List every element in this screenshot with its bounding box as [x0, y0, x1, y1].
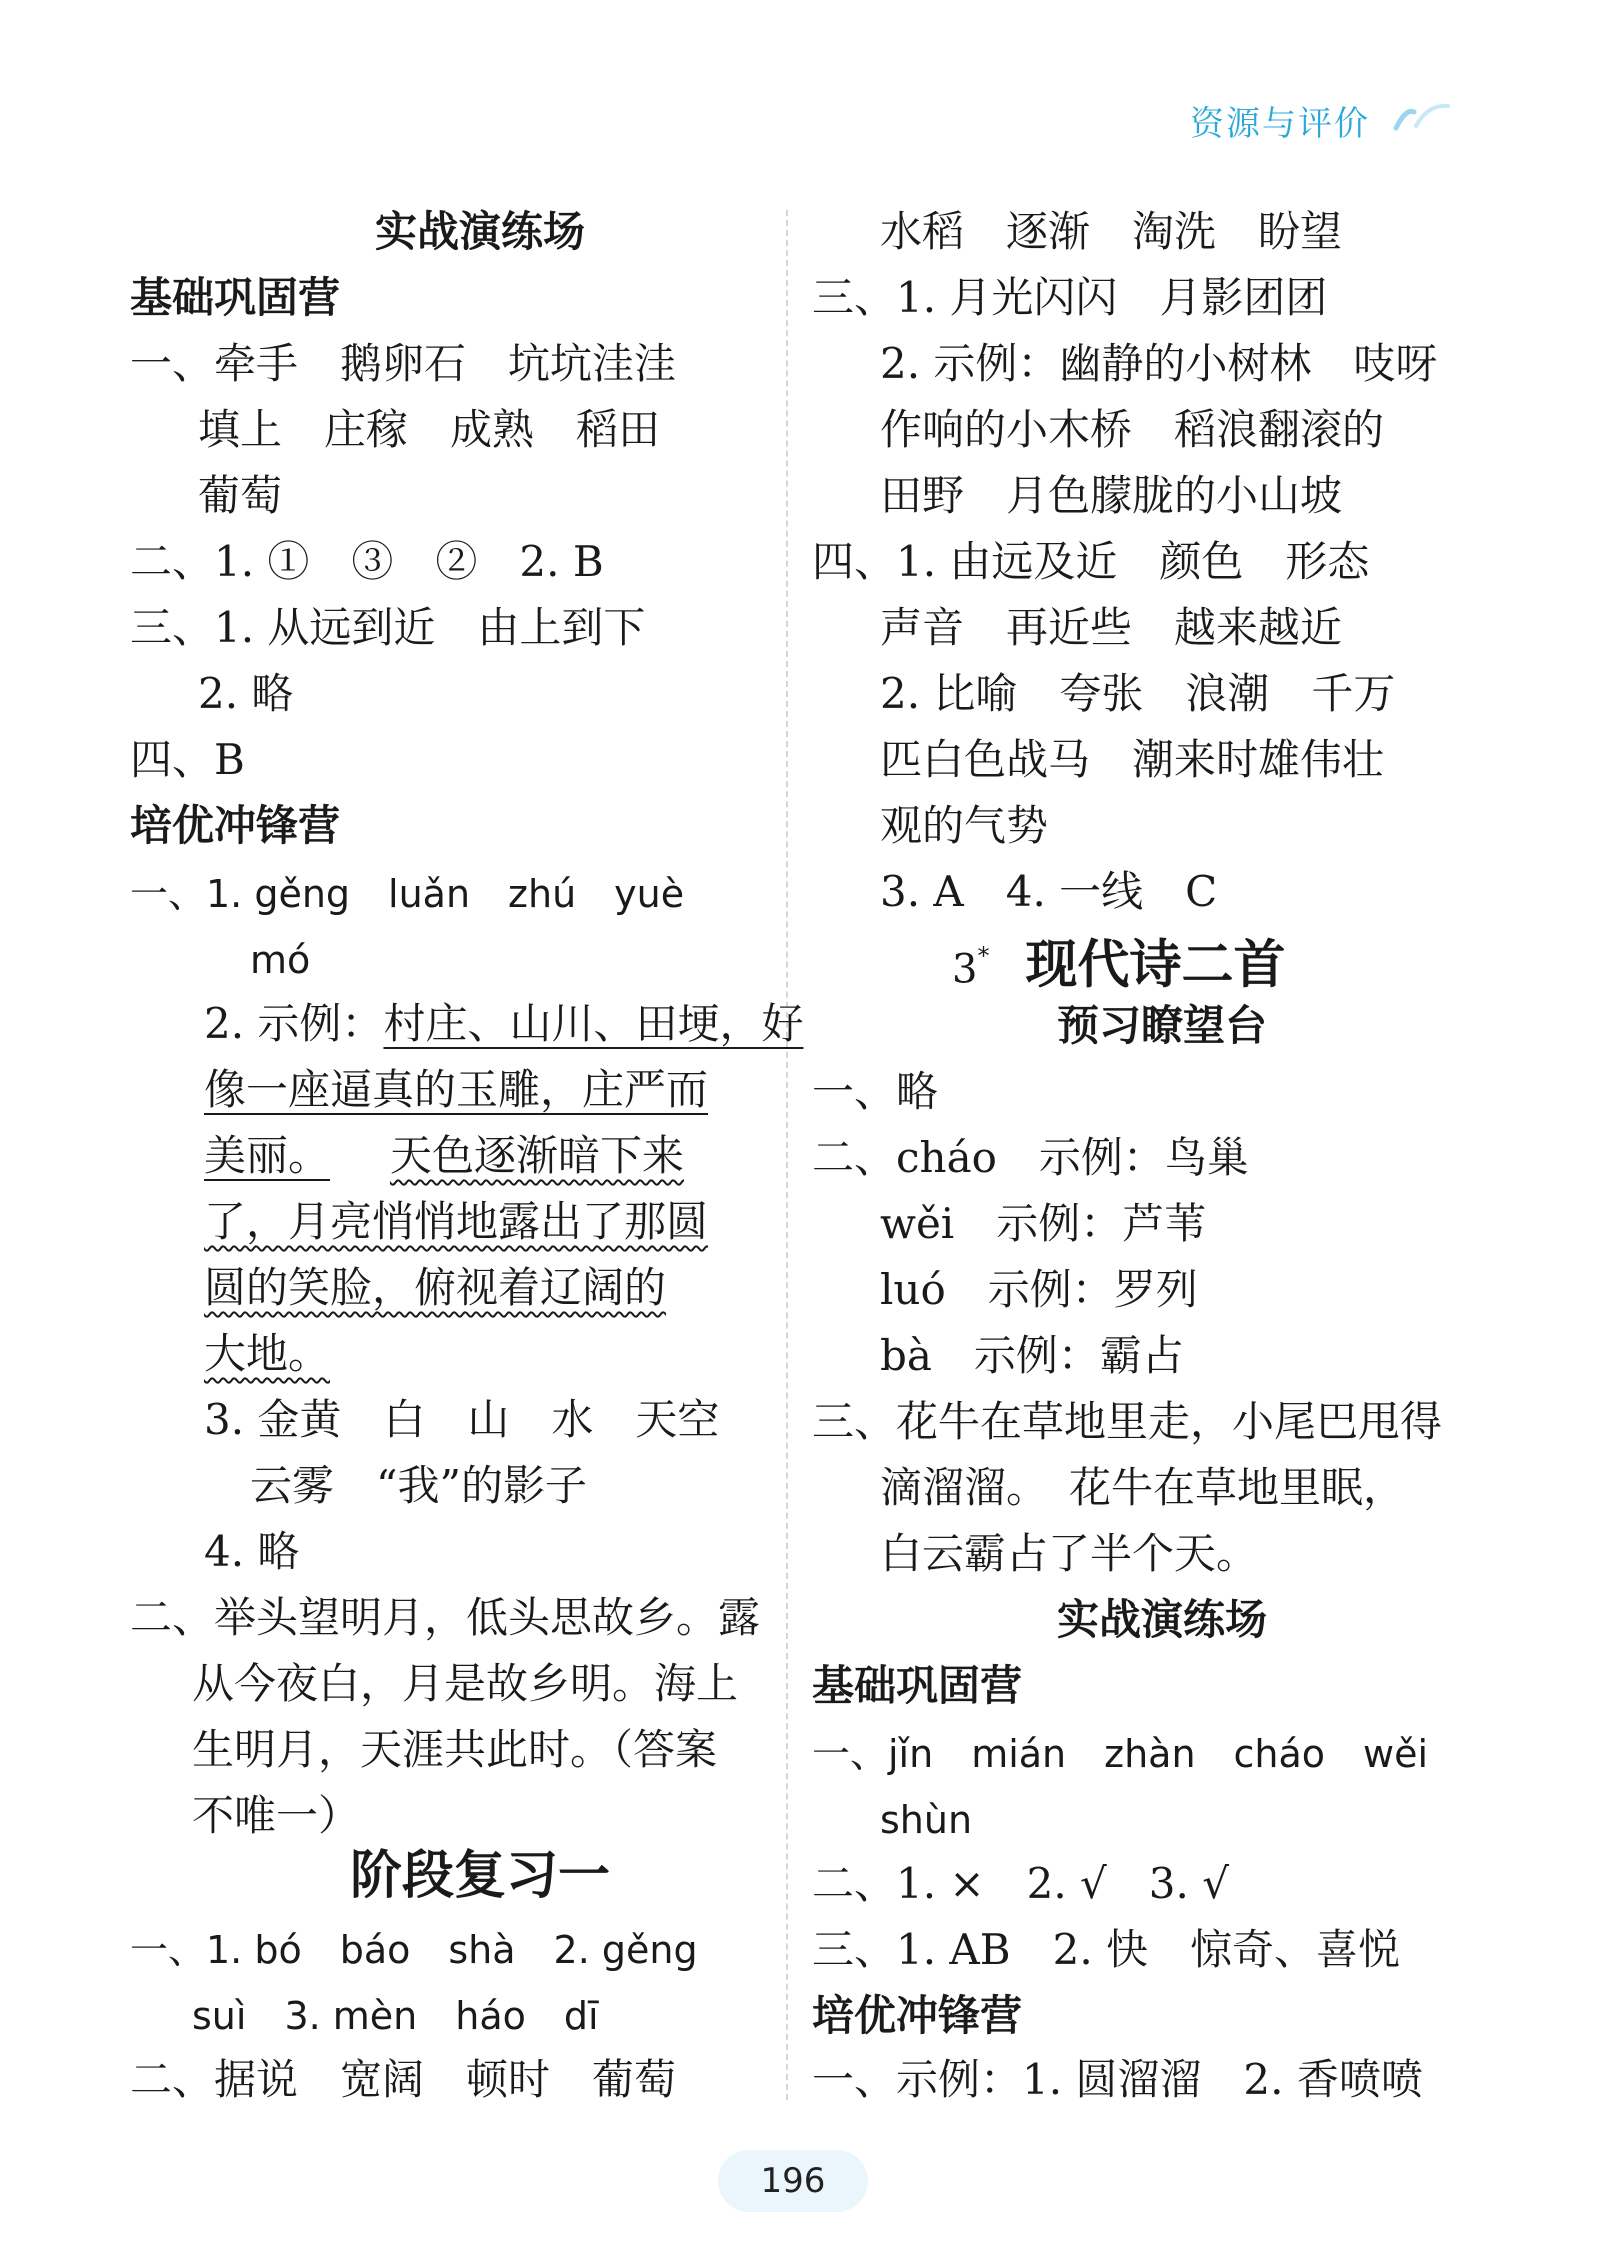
answer-line: 二、1. × 2. √ 3. √	[812, 1859, 1229, 1908]
answer-line: 葡萄	[198, 471, 283, 520]
subsection-heading: 培优冲锋营	[130, 801, 341, 850]
answer-line: 白云霸占了半个天。	[880, 1529, 1259, 1578]
answer-line: 三、1. 从远到近 由上到下	[130, 603, 646, 652]
page-number-badge	[718, 2150, 868, 2212]
subsection-heading: 基础巩固营	[130, 273, 341, 322]
subsection-heading: 培优冲锋营	[812, 1991, 1023, 2040]
underlined-answer: 像一座逼真的玉雕，庄严而	[204, 1065, 709, 1114]
answer-line: 3. A 4. 一线 C	[880, 867, 1218, 916]
answer-line: 滴溜溜。 花牛在草地里眠，	[880, 1463, 1406, 1512]
section-heading: 实战演练场	[1056, 1595, 1267, 1644]
lesson-number: 3	[952, 946, 978, 993]
answer-line: 四、B	[130, 735, 245, 784]
wavy-underlined-answer: 圆的笑脸，俯视着辽阔的	[204, 1263, 667, 1312]
section-heading: 预习瞭望台	[1056, 1001, 1267, 1050]
answer-line: 二、举头望明月，低头思故乡。露	[130, 1593, 761, 1642]
answer-line: 观的气势	[880, 801, 1049, 850]
answer-line: 2. 比喻 夸张 浪潮 千万	[880, 669, 1396, 718]
answer-line: 声音 再近些 越来越近	[880, 603, 1343, 652]
page-number: 196	[760, 2161, 826, 2201]
answer-line: 一、1. bó báo shà 2. gěng	[130, 1928, 698, 1972]
answer-line: 4. 略	[204, 1527, 300, 1576]
wavy-underlined-answer: 天色逐渐暗下来	[390, 1131, 685, 1180]
answer-line: 一、1. gěng luǎn zhú yuè	[130, 872, 685, 916]
wavy-underlined-answer: 大地。	[204, 1329, 331, 1378]
answer-line: luó 示例：罗列	[880, 1265, 1198, 1314]
lesson-title: 现代诗二首	[1025, 935, 1286, 996]
chapter-heading: 阶段复习一	[349, 1846, 610, 1906]
answer-line	[204, 996, 803, 1052]
brand-label: 资源与评价	[1190, 104, 1370, 144]
answer-line: 二、cháo 示例：鸟巢	[812, 1133, 1249, 1182]
underlined-answer: 村庄、山川、田埂，好	[383, 999, 804, 1048]
answer-line: wěi 示例：芦苇	[880, 1199, 1207, 1248]
answer-line: 二、据说 宽阔 顿时 葡萄	[130, 2055, 677, 2104]
answer-line: 生明月，天涯共此时。（答案	[192, 1725, 718, 1774]
answer-line: mó	[250, 938, 311, 982]
answer-line	[204, 1128, 684, 1184]
answer-line: 从今夜白，月是故乡明。海上	[192, 1659, 739, 1708]
answer-line: 填上 庄稼 成熟 稻田	[198, 405, 661, 454]
subsection-heading: 基础巩固营	[812, 1661, 1023, 1710]
answer-line: shùn	[880, 1798, 973, 1842]
wavy-underlined-answer: 了，月亮悄悄地露出了那圆	[204, 1197, 709, 1246]
answer-line: 不唯一）	[192, 1791, 361, 1840]
brand-swoosh-icon	[1392, 98, 1452, 138]
answer-line: 云雾 “我”的影子	[250, 1461, 587, 1510]
answer-line: 2. 示例：幽静的小树林 吱呀	[880, 339, 1438, 388]
section-heading: 实战演练场	[374, 207, 585, 256]
answer-line: 一、牵手 鹅卵石 坑坑洼洼	[130, 339, 677, 388]
answer-line: bà 示例：霸占	[880, 1331, 1184, 1380]
answer-line: 一、略	[812, 1067, 939, 1116]
answer-line: 一、jǐn mián zhàn cháo wěi	[812, 1732, 1429, 1776]
answer-line: 一、示例：1. 圆溜溜 2. 香喷喷	[812, 2055, 1423, 2104]
lesson-heading	[952, 928, 1285, 997]
answer-line: 三、1. 月光闪闪 月影团团	[812, 273, 1328, 322]
lesson-star: *	[977, 942, 990, 970]
answer-prefix: 2. 示例：	[204, 999, 384, 1048]
answer-line: 3. 金黄 白 山 水 天空	[204, 1395, 720, 1444]
answer-line: 三、1. AB 2. 快 惊奇、喜悦	[812, 1925, 1401, 1974]
answer-line: 二、1. ① ③ ② 2. B	[130, 537, 604, 586]
answer-line: 2. 略	[198, 669, 294, 718]
answer-line: 匹白色战马 潮来时雄伟壮	[880, 735, 1385, 784]
answer-line: suì 3. mèn háo dī	[192, 1994, 599, 2038]
column-divider	[786, 210, 788, 2100]
answer-line: 四、1. 由远及近 颜色 形态	[812, 537, 1370, 586]
answer-line: 作响的小木桥 稻浪翻滚的	[880, 405, 1385, 454]
answer-line: 水稻 逐渐 淘洗 盼望	[880, 207, 1343, 256]
answer-line: 田野 月色朦胧的小山坡	[880, 471, 1343, 520]
answer-line: 三、花牛在草地里走，小尾巴甩得	[812, 1397, 1443, 1446]
underlined-answer: 美丽。	[204, 1131, 331, 1180]
